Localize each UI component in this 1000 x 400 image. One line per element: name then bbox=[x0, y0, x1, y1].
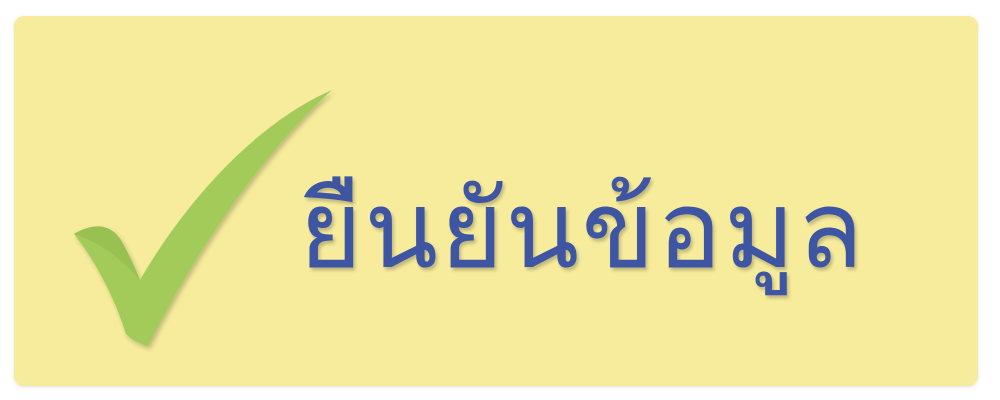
confirm-label: ยืนยันข้อมูล bbox=[299, 168, 866, 293]
confirm-button[interactable] bbox=[14, 16, 978, 386]
